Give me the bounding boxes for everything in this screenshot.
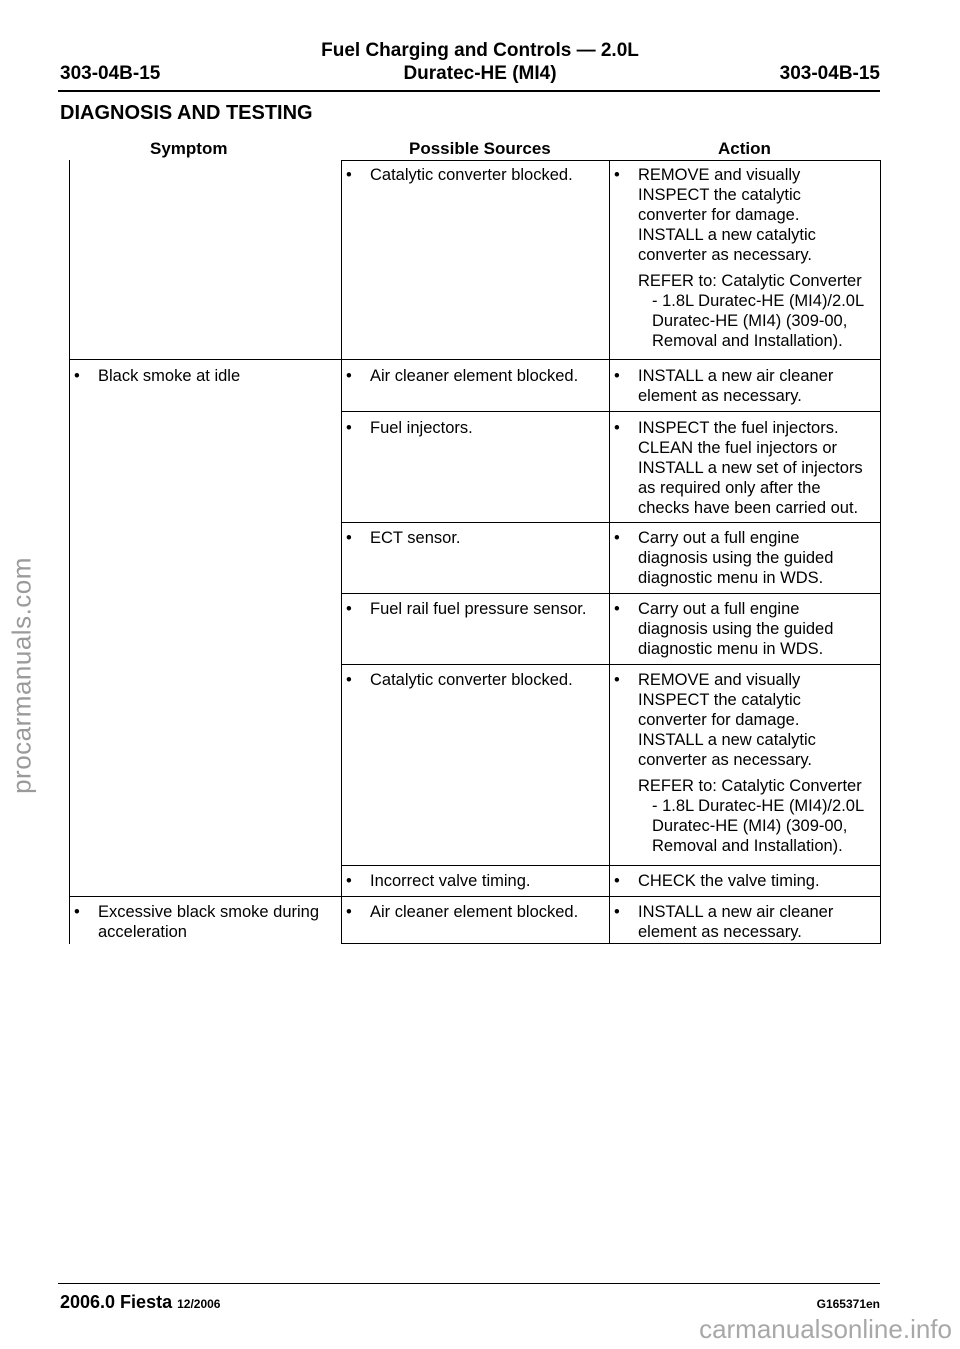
header-code-left: 303-04B-15 [60,63,161,84]
bullet: • [346,872,352,890]
bullet: • [614,166,620,184]
action-line: checks have been carried out. [638,499,859,517]
action-line: as required only after the [638,479,821,497]
bullet: • [346,166,352,184]
source-text: Incorrect valve timing. [370,872,531,890]
bullet: • [74,903,80,921]
source-text: Air cleaner element blocked. [370,367,579,385]
symptom-cell [70,902,340,942]
source-cell [342,418,608,438]
action-line: Carry out a full engine [638,529,800,547]
footer-rule [58,1283,880,1284]
refer-note [610,271,880,351]
footer-model-name: 2006.0 Fiesta [60,1292,173,1312]
refer-line: Removal and Installation). [652,332,843,350]
action-line: CHECK the valve timing. [638,872,820,890]
source-cell [342,902,608,922]
source-cell [342,528,608,548]
action-line: INSTALL a new catalytic [638,731,816,749]
action-line: element as necessary. [638,923,802,941]
footer-model [60,1292,220,1313]
source-text: Fuel rail fuel pressure sensor. [370,600,587,618]
source-cell [342,165,608,185]
bullet: • [614,600,620,618]
symptom-text: Black smoke at idle [98,367,241,385]
refer-note [610,776,880,856]
bullet: • [346,600,352,618]
source-text: Catalytic converter blocked. [370,166,573,184]
action-line: converter as necessary. [638,246,812,264]
bullet: • [614,671,620,689]
bullet: • [346,367,352,385]
header-title-line1: Fuel Charging and Controls — 2.0L [321,40,639,61]
bullet: • [614,529,620,547]
bullet: • [346,671,352,689]
refer-line: - 1.8L Duratec-HE (MI4)/2.0L [652,292,865,310]
table-line-row3 [341,522,881,523]
column-header-possible-sources: Possible Sources [409,139,551,158]
action-cell [610,366,880,406]
action-cell [610,418,880,518]
table-line-row5 [341,664,881,665]
source-text: Fuel injectors. [370,419,473,437]
refer-line: Duratec-HE (MI4) (309-00, [652,817,848,835]
action-line: converter for damage. [638,206,800,224]
symptom-text: acceleration [98,923,187,941]
header-title-line2: Duratec-HE (MI4) [403,63,557,84]
table-line-top [341,160,881,161]
action-line: diagnostic menu in WDS. [638,569,824,587]
source-text: Air cleaner element blocked. [370,903,579,921]
action-line: INSPECT the catalytic [638,186,801,204]
bullet: • [346,419,352,437]
column-header-action: Action [718,139,771,158]
symptom-text: Excessive black smoke during [98,903,320,921]
action-line: element as necessary. [638,387,802,405]
bullet: • [614,903,620,921]
table-line-row4 [341,593,881,594]
action-line: converter for damage. [638,711,800,729]
source-cell [342,670,608,690]
bottom-watermark: carmanualsonline.info [699,1314,952,1344]
action-cell [610,528,880,588]
action-line: diagnostic menu in WDS. [638,640,824,658]
action-line: INSTALL a new air cleaner [638,903,834,921]
refer-line: REFER to: Catalytic Converter [638,777,862,795]
action-line: diagnosis using the guided [638,620,834,638]
table-line-row7 [69,896,881,897]
action-line: INSPECT the catalytic [638,691,801,709]
source-cell [342,366,608,386]
footer-doc-code: G165371en [816,1297,880,1311]
bullet: • [346,529,352,547]
action-line: INSTALL a new set of injectors [638,459,863,477]
bullet: • [614,419,620,437]
table-line-row6 [341,865,881,866]
column-header-symptom: Symptom [150,139,228,158]
bullet: • [74,367,80,385]
section-title: DIAGNOSIS AND TESTING [60,102,313,124]
action-cell [610,871,880,891]
table-line-row1 [69,359,881,360]
table-line-bottom [341,943,881,944]
header-rule [58,90,880,92]
action-line: REMOVE and visually [638,671,801,689]
action-line: converter as necessary. [638,751,812,769]
source-text: Catalytic converter blocked. [370,671,573,689]
bullet: • [614,872,620,890]
action-line: INSTALL a new catalytic [638,226,816,244]
action-cell [610,165,880,351]
table-line-left [69,160,70,944]
table-line-row2 [341,411,881,412]
action-line: Carry out a full engine [638,600,800,618]
symptom-cell [70,366,340,386]
action-line: diagnosis using the guided [638,549,834,567]
action-cell [610,902,880,942]
table-line-col2 [341,160,342,944]
source-cell [342,599,608,619]
source-cell [342,871,608,891]
action-line: INSTALL a new air cleaner [638,367,834,385]
bullet: • [614,367,620,385]
action-cell [610,670,880,856]
footer-date: 12/2006 [177,1297,221,1311]
action-cell [610,599,880,659]
refer-line: REFER to: Catalytic Converter [638,272,862,290]
bullet: • [346,903,352,921]
action-line: CLEAN the fuel injectors or [638,439,838,457]
header-code-right: 303-04B-15 [779,63,880,84]
action-line: INSPECT the fuel injectors. [638,419,839,437]
refer-line: - 1.8L Duratec-HE (MI4)/2.0L [652,797,865,815]
refer-line: Removal and Installation). [652,837,843,855]
side-watermark: procarmanuals.com [6,557,37,794]
source-text: ECT sensor. [370,529,461,547]
refer-line: Duratec-HE (MI4) (309-00, [652,312,848,330]
table-line-right [880,160,881,944]
action-line: REMOVE and visually [638,166,801,184]
